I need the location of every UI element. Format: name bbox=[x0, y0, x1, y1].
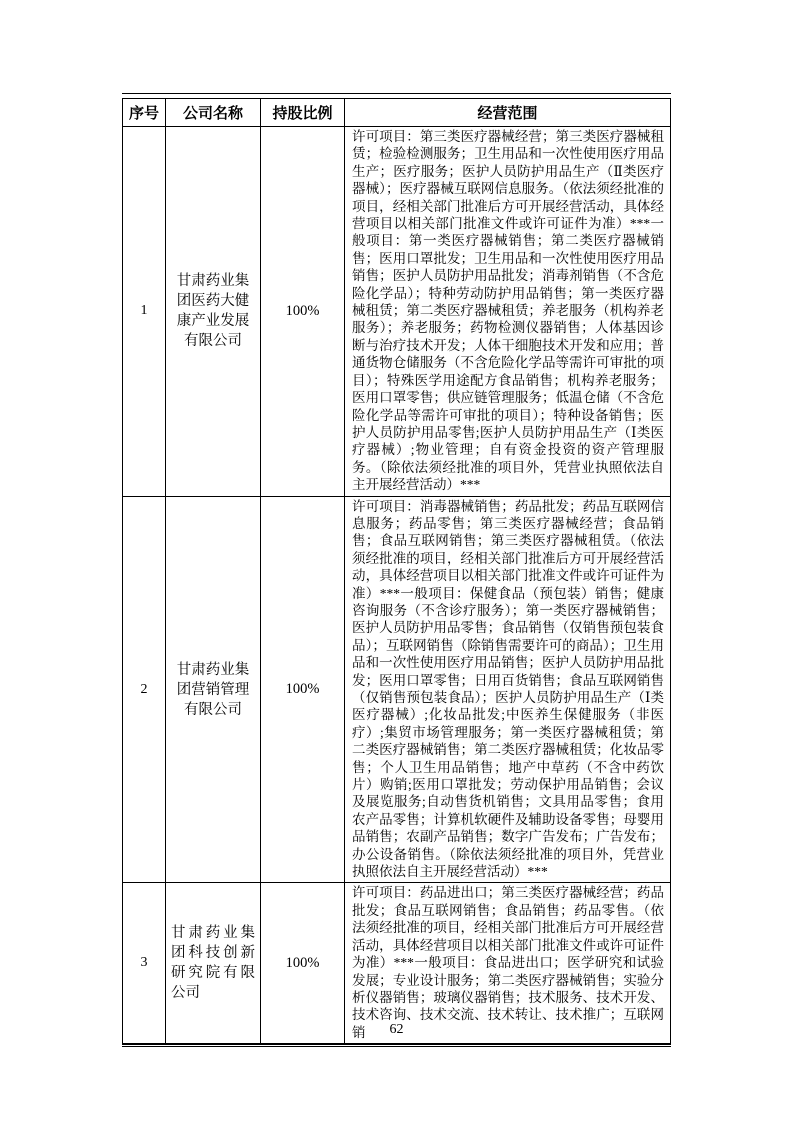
table-header-row bbox=[123, 99, 671, 127]
business-scope-cell: 许可项目：药品进出口；第三类医疗器械经营；药品批发；食品互联网销售；食品销售；药品零售。（依法须经批准的项目，经相关部门批准后方可开展经营活动，具体经营项目以相关部门批准文件或许可证件为准）***一般项目：食品进出口；医学研究和试验发展；专业设计服务；第二类医疗器械销售；实验分析仪器销售；玻璃仪器销售；技术服务、技术开发、技术咨询、技术交流、技术转让、技术推广；互联网销 bbox=[345, 883, 671, 1044]
table-row bbox=[123, 496, 671, 883]
serial-cell: 1 bbox=[123, 127, 166, 497]
shareholding-ratio-cell: 100% bbox=[261, 883, 345, 1044]
serial-cell: 2 bbox=[123, 496, 166, 883]
company-name-cell: 甘肃药业集团医药大健康产业发展有限公司 bbox=[166, 127, 261, 497]
column-header-serial: 序号 bbox=[123, 99, 166, 127]
company-name-cell: 甘肃药业集团营销管理有限公司 bbox=[166, 496, 261, 883]
subsidiaries-table bbox=[122, 98, 671, 1045]
company-name-cell: 甘肃药业集团科技创新研究院有限公司 bbox=[166, 883, 261, 1044]
column-header-company-name: 公司名称 bbox=[166, 99, 261, 127]
business-scope-cell: 许可项目：第三类医疗器械经营；第三类医疗器械租赁；检验检测服务；卫生用品和一次性使用医疗用品生产；医疗服务；医护人员防护用品生产（Ⅱ类医疗器械）；医疗器械互联网信息服务。（依法须经批准的项目，经相关部门批准后方可开展经营活动，具体经营项目以相关部门批准文件或许可证件为准）***一般项目：第一类医疗器械销售；第二类医疗器械销售；医用口罩批发；卫生用品和一次性使用医疗用品销售；医护人员防护用品批发；消毒剂销售（不含危险化学品）；特种劳动防护用品销售；第一类医疗器械租赁；第二类医疗器械租赁；养老服务（机构养老服务）；养老服务；药物检测仪器销售；人体基因诊断与治疗技术开发；人体干细胞技术开发和应用；普通货物仓储服务（不含危险化学品等需许可审批的项目）；特殊医学用途配方食品销售；机构养老服务；医用口罩零售；供应链管理服务；低温仓储（不含危险化学品等需许可审批的项目）；特种设备销售；医护人员防护用品零售;医护人员防护用品生产（Ⅰ类医疗器械）;物业管理；自有资金投资的资产管理服务。（除依法须经批准的项目外，凭营业执照依法自主开展经营活动）*** bbox=[345, 127, 671, 497]
serial-cell: 3 bbox=[123, 883, 166, 1044]
business-scope-cell: 许可项目：消毒器械销售；药品批发；药品互联网信息服务；药品零售；第三类医疗器械经营；食品销售；食品互联网销售；第三类医疗器械租赁。（依法须经批准的项目，经相关部门批准后方可开展经营活动，具体经营项目以相关部门批准文件或许可证件为准）***一般项目：保健食品（预包装）销售；健康咨询服务（不含诊疗服务）；第一类医疗器械销售；医护人员防护用品零售；食品销售（仅销售预包装食品）；互联网销售（除销售需要许可的商品）；卫生用品和一次性使用医疗用品销售；医护人员防护用品批发；医用口罩零售；日用百货销售；食品互联网销售（仅销售预包装食品）；医护人员防护用品生产（Ⅰ类医疗器械）;化妆品批发;中医养生保健服务（非医疗）;集贸市场管理服务；第一类医疗器械租赁；第二类医疗器械销售；第二类医疗器械租赁；化妆品零售；个人卫生用品销售；地产中草药（不含中药饮片）购销;医用口罩批发；劳动保护用品销售；会议及展览服务;自动售货机销售；文具用品零售；食用农产品零售；计算机软硬件及辅助设备零售；母婴用品销售；农副产品销售；数字广告发布；广告发布；办公设备销售。（除依法须经批准的项目外，凭营业执照依法自主开展经营活动）*** bbox=[345, 496, 671, 883]
table-row bbox=[123, 883, 671, 1044]
table-row bbox=[123, 127, 671, 497]
page-number: 62 bbox=[389, 1022, 404, 1037]
shareholding-ratio-cell: 100% bbox=[261, 496, 345, 883]
column-header-shareholding-ratio: 持股比例 bbox=[261, 99, 345, 127]
shareholding-ratio-cell: 100% bbox=[261, 127, 345, 497]
column-header-business-scope: 经营范围 bbox=[345, 99, 671, 127]
subsidiaries-table-wrap bbox=[122, 93, 671, 1047]
